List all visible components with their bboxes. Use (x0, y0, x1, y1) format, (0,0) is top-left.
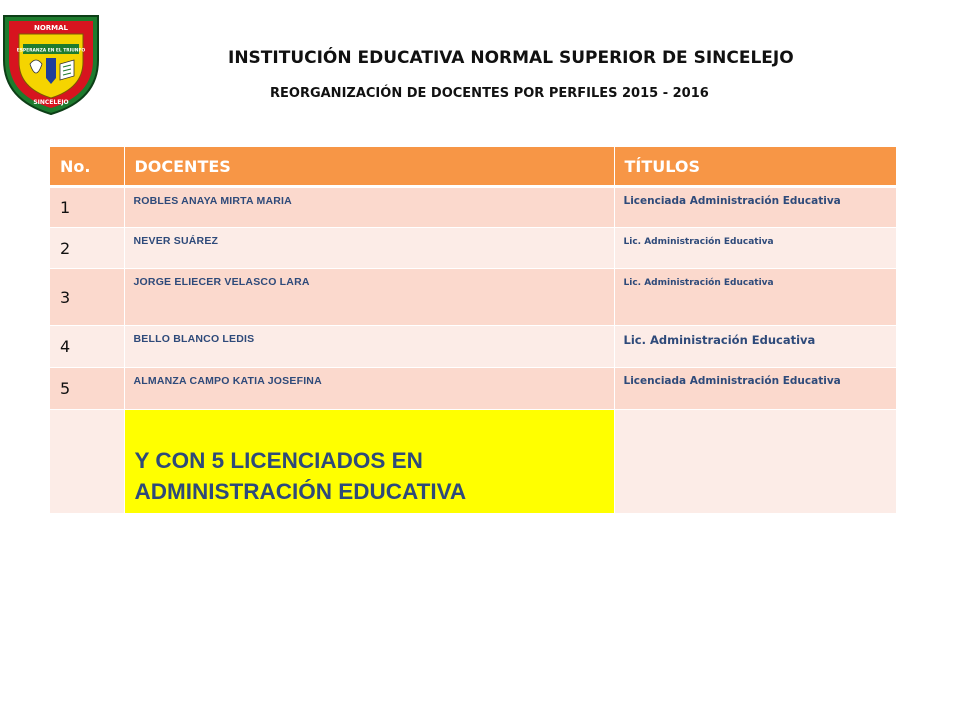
teacher-degree: Lic. Administración Educativa (614, 228, 896, 269)
table-row (50, 368, 896, 410)
page-title: INSTITUCIÓN EDUCATIVA NORMAL SUPERIOR DE SINCELEJO (228, 48, 794, 68)
table-header-row (50, 147, 896, 187)
page-subtitle: REORGANIZACIÓN DE DOCENTES POR PERFILES 2015 - 2016 (270, 86, 709, 101)
logo-banner-text: ESPERANZA EN EL TRIUNFO (16, 48, 86, 54)
row-number: 1 (50, 187, 124, 228)
summary-row (50, 410, 896, 514)
row-number: 4 (50, 326, 124, 368)
teacher-degree: Lic. Administración Educativa (614, 326, 896, 368)
column-header-docentes: DOCENTES (124, 147, 614, 187)
summary-empty-cell (614, 410, 896, 514)
row-number: 5 (50, 368, 124, 410)
teacher-name: BELLO BLANCO LEDIS (124, 326, 614, 368)
row-number: 3 (50, 269, 124, 326)
table-row (50, 228, 896, 269)
teacher-name: NEVER SUÁREZ (124, 228, 614, 269)
teacher-degree: Licenciada Administración Educativa (614, 187, 896, 228)
column-header-no: No. (50, 147, 124, 187)
teacher-name: ALMANZA CAMPO KATIA JOSEFINA (124, 368, 614, 410)
teacher-degree: Licenciada Administración Educativa (614, 368, 896, 410)
teachers-table (50, 147, 897, 514)
teacher-degree: Lic. Administración Educativa (614, 269, 896, 326)
table-row (50, 326, 896, 368)
table-row (50, 269, 896, 326)
summary-highlight: Y CON 5 LICENCIADOS EN ADMINISTRACIÓN EDUCATIVA (124, 410, 614, 514)
teacher-name: JORGE ELIECER VELASCO LARA (124, 269, 614, 326)
row-number: 2 (50, 228, 124, 269)
teacher-name: ROBLES ANAYA MIRTA MARIA (124, 187, 614, 228)
column-header-titulos: TÍTULOS (614, 147, 896, 187)
table-row (50, 187, 896, 228)
logo-bottom-text: SINCELEJO (33, 99, 69, 106)
summary-empty-cell (50, 410, 124, 514)
school-crest-logo (0, 12, 102, 116)
logo-top-text: NORMAL (33, 24, 69, 32)
